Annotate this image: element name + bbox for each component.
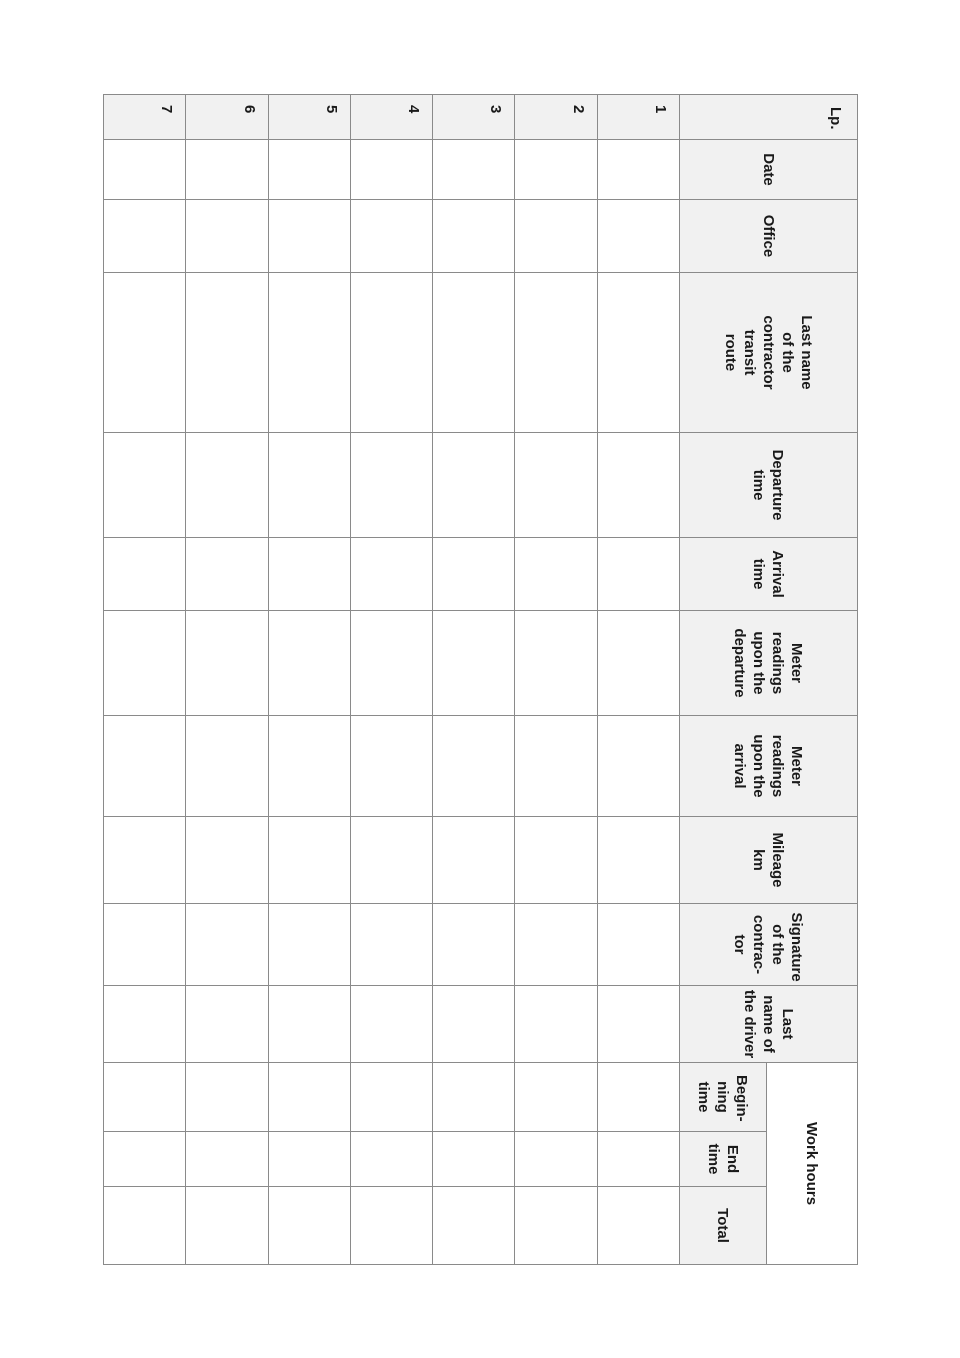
driver-cell[interactable] <box>433 986 515 1063</box>
row-number: 2 <box>515 95 597 140</box>
contractor-cell[interactable] <box>104 273 186 433</box>
end-time-cell[interactable] <box>350 1132 432 1187</box>
meter-departure-cell[interactable] <box>186 611 268 716</box>
mileage-cell[interactable] <box>268 817 350 904</box>
mileage-cell[interactable] <box>104 817 186 904</box>
header-beginning-time: Begin-ning time <box>680 1063 767 1132</box>
row-number: 4 <box>350 95 432 140</box>
table-row <box>515 95 597 1265</box>
table-row <box>268 95 350 1265</box>
date-cell[interactable] <box>433 140 515 200</box>
date-cell[interactable] <box>104 140 186 200</box>
departure-time-cell[interactable] <box>597 433 679 538</box>
total-cell[interactable] <box>515 1187 597 1265</box>
departure-time-cell[interactable] <box>268 433 350 538</box>
contractor-cell[interactable] <box>350 273 432 433</box>
mileage-cell[interactable] <box>350 817 432 904</box>
table-row <box>186 95 268 1265</box>
date-cell[interactable] <box>350 140 432 200</box>
end-time-cell[interactable] <box>515 1132 597 1187</box>
header-driver: Last name of the driver <box>680 986 858 1063</box>
meter-arrival-cell[interactable] <box>268 716 350 817</box>
office-cell[interactable] <box>186 200 268 273</box>
driver-cell[interactable] <box>597 986 679 1063</box>
work-log-table <box>103 94 858 1265</box>
end-time-cell[interactable] <box>433 1132 515 1187</box>
signature-cell[interactable] <box>597 904 679 986</box>
end-time-cell[interactable] <box>104 1132 186 1187</box>
beginning-time-cell[interactable] <box>515 1063 597 1132</box>
meter-arrival-cell[interactable] <box>597 716 679 817</box>
driver-cell[interactable] <box>268 986 350 1063</box>
arrival-time-cell[interactable] <box>433 538 515 611</box>
table-row <box>433 95 515 1265</box>
departure-time-cell[interactable] <box>104 433 186 538</box>
header-arrival-time: Arrival time <box>680 538 858 611</box>
total-cell[interactable] <box>186 1187 268 1265</box>
meter-departure-cell[interactable] <box>433 611 515 716</box>
row-number: 1 <box>597 95 679 140</box>
driver-cell[interactable] <box>350 986 432 1063</box>
beginning-time-cell[interactable] <box>268 1063 350 1132</box>
beginning-time-cell[interactable] <box>104 1063 186 1132</box>
mileage-cell[interactable] <box>186 817 268 904</box>
departure-time-cell[interactable] <box>186 433 268 538</box>
end-time-cell[interactable] <box>186 1132 268 1187</box>
header-departure-time: Departure time <box>680 433 858 538</box>
row-number: 3 <box>433 95 515 140</box>
date-cell[interactable] <box>186 140 268 200</box>
signature-cell[interactable] <box>433 904 515 986</box>
beginning-time-cell[interactable] <box>350 1063 432 1132</box>
office-cell[interactable] <box>104 200 186 273</box>
work-log-sheet <box>103 94 858 1264</box>
table-row <box>597 95 679 1265</box>
contractor-cell[interactable] <box>515 273 597 433</box>
total-cell[interactable] <box>104 1187 186 1265</box>
signature-cell[interactable] <box>186 904 268 986</box>
meter-departure-cell[interactable] <box>597 611 679 716</box>
date-cell[interactable] <box>268 140 350 200</box>
office-cell[interactable] <box>268 200 350 273</box>
arrival-time-cell[interactable] <box>515 538 597 611</box>
arrival-time-cell[interactable] <box>268 538 350 611</box>
header-work-hours: Work hours <box>767 1063 858 1265</box>
header-date: Date <box>680 140 858 200</box>
contractor-cell[interactable] <box>433 273 515 433</box>
contractor-cell[interactable] <box>597 273 679 433</box>
meter-arrival-cell[interactable] <box>350 716 432 817</box>
contractor-cell[interactable] <box>186 273 268 433</box>
signature-cell[interactable] <box>350 904 432 986</box>
date-cell[interactable] <box>597 140 679 200</box>
office-cell[interactable] <box>515 200 597 273</box>
arrival-time-cell[interactable] <box>104 538 186 611</box>
header-office: Office <box>680 200 858 273</box>
contractor-cell[interactable] <box>268 273 350 433</box>
signature-cell[interactable] <box>515 904 597 986</box>
header-lp: Lp. <box>680 95 858 140</box>
beginning-time-cell[interactable] <box>433 1063 515 1132</box>
driver-cell[interactable] <box>104 986 186 1063</box>
departure-time-cell[interactable] <box>350 433 432 538</box>
date-cell[interactable] <box>515 140 597 200</box>
arrival-time-cell[interactable] <box>597 538 679 611</box>
departure-time-cell[interactable] <box>433 433 515 538</box>
driver-cell[interactable] <box>515 986 597 1063</box>
mileage-cell[interactable] <box>433 817 515 904</box>
meter-arrival-cell[interactable] <box>104 716 186 817</box>
meter-arrival-cell[interactable] <box>515 716 597 817</box>
row-number: 7 <box>104 95 186 140</box>
table-row <box>104 95 186 1265</box>
end-time-cell[interactable] <box>268 1132 350 1187</box>
beginning-time-cell[interactable] <box>186 1063 268 1132</box>
header-meter-departure: Meter readings upon the departure <box>680 611 858 716</box>
row-number: 6 <box>186 95 268 140</box>
office-cell[interactable] <box>433 200 515 273</box>
header-end-time: End time <box>680 1132 767 1187</box>
header-mileage: Mileage km <box>680 817 858 904</box>
total-cell[interactable] <box>268 1187 350 1265</box>
signature-cell[interactable] <box>104 904 186 986</box>
total-cell[interactable] <box>597 1187 679 1265</box>
end-time-cell[interactable] <box>597 1132 679 1187</box>
meter-departure-cell[interactable] <box>350 611 432 716</box>
header-contractor-route: Last name of the contractor transit route <box>680 273 858 433</box>
arrival-time-cell[interactable] <box>350 538 432 611</box>
row-number: 5 <box>268 95 350 140</box>
total-cell[interactable] <box>350 1187 432 1265</box>
header-row-top <box>767 95 858 1265</box>
meter-departure-cell[interactable] <box>515 611 597 716</box>
header-signature: Signature of the contrac-tor <box>680 904 858 986</box>
driver-cell[interactable] <box>186 986 268 1063</box>
mileage-cell[interactable] <box>597 817 679 904</box>
office-cell[interactable] <box>597 200 679 273</box>
meter-arrival-cell[interactable] <box>433 716 515 817</box>
arrival-time-cell[interactable] <box>186 538 268 611</box>
table-row <box>350 95 432 1265</box>
departure-time-cell[interactable] <box>515 433 597 538</box>
office-cell[interactable] <box>350 200 432 273</box>
mileage-cell[interactable] <box>515 817 597 904</box>
header-total: Total <box>680 1187 767 1265</box>
meter-departure-cell[interactable] <box>268 611 350 716</box>
total-cell[interactable] <box>433 1187 515 1265</box>
header-meter-arrival: Meter readings upon the arrival <box>680 716 858 817</box>
meter-departure-cell[interactable] <box>104 611 186 716</box>
beginning-time-cell[interactable] <box>597 1063 679 1132</box>
signature-cell[interactable] <box>268 904 350 986</box>
meter-arrival-cell[interactable] <box>186 716 268 817</box>
